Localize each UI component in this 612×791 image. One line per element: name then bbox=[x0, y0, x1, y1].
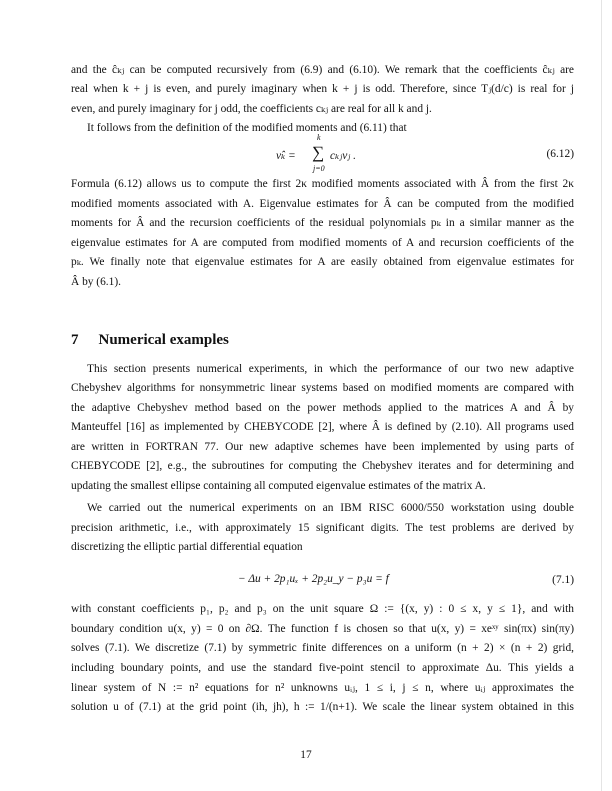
text-line: solves (7.1). We discretize (7.1) by symmetric finite differences on a uniform (n + 2) × (n + 2) grid, bbox=[71, 642, 574, 654]
page-number: 17 bbox=[300, 749, 312, 761]
sum-symbol: ∑ bbox=[312, 143, 325, 162]
text-line: pₖ. We finally note that eigenvalue estimates for A are easily obtained from eigenvalue estimates for bbox=[71, 256, 574, 268]
section-heading bbox=[71, 332, 229, 349]
text-line: moments for Â and the recursion coefficients of the residual polynomials pₖ in a similar manner as the bbox=[71, 217, 574, 229]
text-line: modified moments associated with A. Eigenvalue estimates for Â can be computed from the modified bbox=[71, 198, 574, 210]
equation-label: (6.12) bbox=[546, 148, 574, 160]
equation-label: (7.1) bbox=[552, 574, 574, 586]
section-title: Numerical examples bbox=[98, 332, 229, 348]
text-line: solution u of (7.1) at the grid point (ih, jh), h := 1/(n+1). We scale the linear system obtained in this bbox=[71, 701, 574, 713]
text-line: precision arithmetic, i.e., with approximately 15 significant digits. The test problems are derived by bbox=[71, 522, 574, 534]
scan-edge bbox=[601, 0, 602, 791]
eq-lhs: ν̂ₖ = bbox=[276, 150, 296, 162]
section-number: 7 bbox=[71, 332, 79, 348]
text-line: Manteuffel [16] as implemented by CHEBYCODE [2], where Â is defined by (2.10). All programs used bbox=[71, 421, 574, 433]
text-line: are written in FORTRAN 77. Our new adaptive schemes have been implemented by using parts of bbox=[71, 441, 574, 453]
text-line: boundary condition u(x, y) = 0 on ∂Ω. The function f is chosen so that u(x, y) = xeˣʸ sin(πx) sin(πy) bbox=[71, 623, 574, 635]
eq-body: − Δu + 2p₁uₓ + 2p₂u_y − p₃u = f bbox=[238, 573, 389, 585]
text-line: CHEBYCODE [2], e.g., the subroutines for computing the Chebyshev iterates and for determining and bbox=[71, 460, 574, 472]
text-line: even, and purely imaginary for j odd, the coefficients cₖⱼ are real for all k and j. bbox=[71, 103, 432, 115]
text-line: and the ĉₖⱼ can be computed recursively from (6.9) and (6.10). We remark that the coefficients ĉₖⱼ are bbox=[71, 64, 574, 76]
text-line: It follows from the definition of the modified moments and (6.11) that bbox=[87, 122, 407, 134]
text-line: linear system of N := n² equations for n² unknowns uᵢⱼ, 1 ≤ i, j ≤ n, where uᵢⱼ approximates the bbox=[71, 682, 574, 694]
text-line: Â by (6.1). bbox=[71, 276, 121, 288]
text-line: discretizing the elliptic partial differential equation bbox=[71, 541, 303, 553]
text-line: updating the smallest ellipse containing all computed eigenvalue estimates of the matrix A. bbox=[71, 480, 486, 492]
text-line: Formula (6.12) allows us to compute the first 2κ modified moments associated with Â from the first 2κ bbox=[71, 178, 574, 190]
text-line: the adaptive Chebyshev method based on the power methods applied to the matrices A and Â by bbox=[71, 402, 574, 414]
text-line: eigenvalue estimates for A are computed from modified moments of A and recursion coefficients of the bbox=[71, 237, 574, 249]
text-line: real when k + j is even, and purely imaginary when k + j is odd. Therefore, since Tⱼ(d/c) is real for j bbox=[71, 83, 574, 95]
text-line: We carried out the numerical experiments on an IBM RISC 6000/550 workstation using double bbox=[87, 502, 574, 514]
eq-rhs: cₖⱼνⱼ . bbox=[330, 150, 356, 162]
text-line: including boundary points, and use the standard five-point stencil to approximate Δu. This yields a bbox=[71, 662, 574, 674]
text-line: with constant coefficients p₁, p₂ and p₃ on the unit square Ω := {(x, y) : 0 ≤ x, y ≤ 1}, and with bbox=[71, 603, 574, 615]
sum-lower: j=0 bbox=[313, 164, 325, 173]
sum-upper: k bbox=[317, 133, 321, 142]
text-line: Chebyshev algorithms for nonsymmetric linear systems based on modified moments are compared with bbox=[71, 382, 574, 394]
text-line: This section presents numerical experiments, in which the performance of our two new adaptive bbox=[87, 363, 574, 375]
